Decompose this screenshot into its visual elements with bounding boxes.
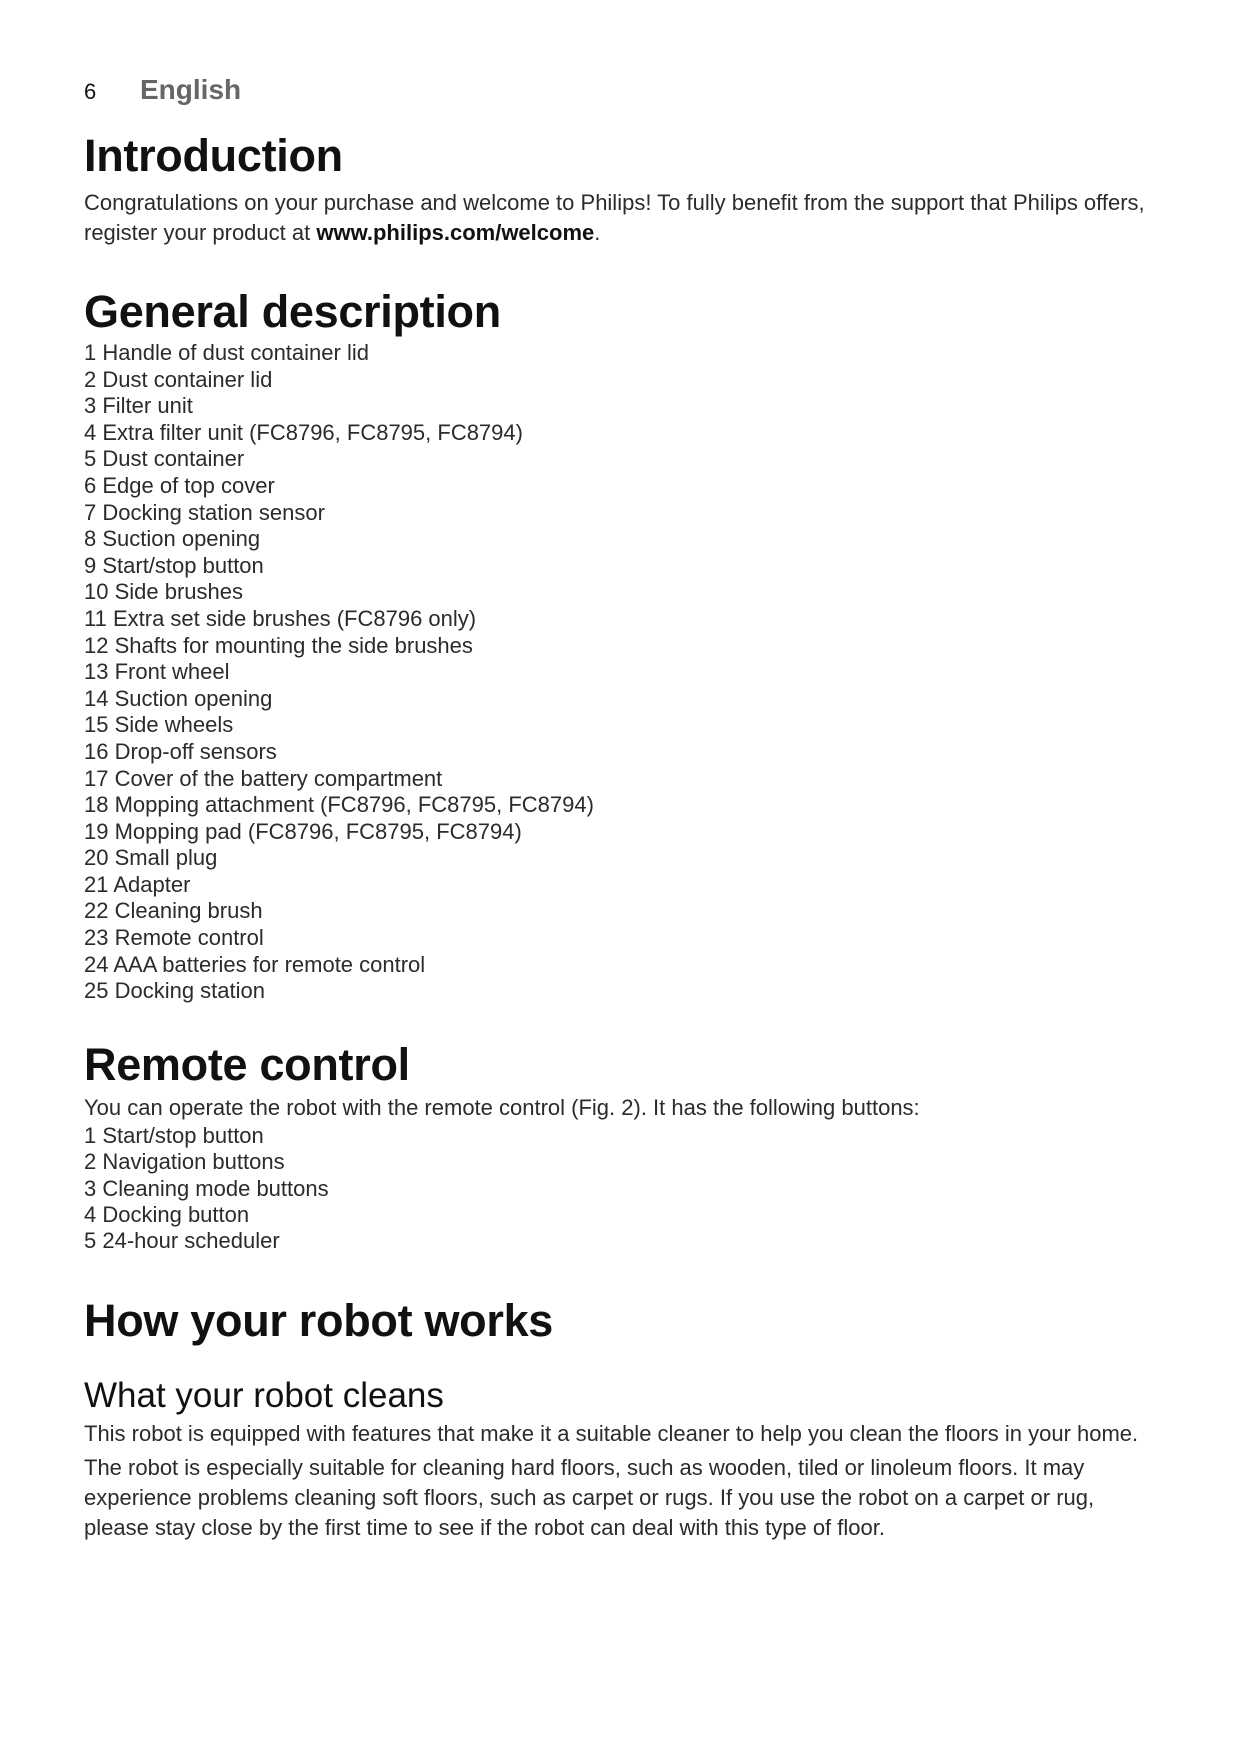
- introduction-title: Introduction: [84, 130, 343, 181]
- manual-page: [84, 74, 1164, 1543]
- remote-control-title: Remote control: [84, 1038, 410, 1090]
- what-it-cleans-paragraph-2: The robot is especially suitable for cleaning hard floors, such as wooden, tiled or linoleum floors. It may experience problems cleaning soft floors, such as carpet or rugs. If you use the robot on a carpet or rug, please stay close by the first time to see if the robot can deal with this type of floor.: [84, 1454, 1095, 1540]
- list-item: 14 Suction opening: [84, 685, 273, 711]
- list-item: 10 Side brushes: [84, 579, 243, 605]
- list-item: 3 Filter unit: [84, 393, 193, 419]
- list-item: 11 Extra set side brushes (FC8796 only): [84, 605, 477, 631]
- list-item: 16 Drop-off sensors: [84, 738, 277, 764]
- list-item: 2 Dust container lid: [84, 366, 273, 392]
- list-item: 13 Front wheel: [84, 659, 230, 685]
- list-item: 6 Edge of top cover: [84, 472, 275, 498]
- list-item: 4 Extra filter unit (FC8796, FC8795, FC8794): [84, 419, 523, 445]
- introduction-text-after: .: [594, 220, 601, 245]
- list-item: 23 Remote control: [84, 925, 264, 951]
- introduction-text-before: Congratulations on your purchase and welcome to Philips! To fully benefit from the support that Philips offers, register your product at: [84, 190, 1145, 245]
- remote-control-list: [84, 1123, 1164, 1255]
- list-item: 20 Small plug: [84, 845, 218, 871]
- list-item: 15 Side wheels: [84, 712, 234, 738]
- how-it-works-title: How your robot works: [84, 1294, 554, 1346]
- list-item: 21 Adapter: [84, 871, 191, 897]
- register-link[interactable]: www.philips.com/welcome: [316, 220, 595, 245]
- list-item: 18 Mopping attachment (FC8796, FC8795, FC8794): [84, 792, 594, 818]
- what-it-cleans-paragraph-1: This robot is equipped with features that make it a suitable cleaner to help you clean the floors in your home.: [84, 1420, 1139, 1446]
- list-item: 1 Handle of dust container lid: [84, 340, 369, 365]
- list-item: 2 Navigation buttons: [84, 1149, 285, 1175]
- language-label: English: [140, 74, 242, 105]
- page-header: [84, 74, 1164, 114]
- list-item: 19 Mopping pad (FC8796, FC8795, FC8794): [84, 818, 522, 844]
- list-item: 9 Start/stop button: [84, 552, 264, 578]
- what-it-cleans-title: What your robot cleans: [84, 1375, 444, 1415]
- list-item: 1 Start/stop button: [84, 1122, 264, 1148]
- list-item: 3 Cleaning mode buttons: [84, 1175, 329, 1201]
- remote-control-text: You can operate the robot with the remote control (Fig. 2). It has the following buttons:: [84, 1094, 920, 1120]
- list-item: 22 Cleaning brush: [84, 898, 263, 924]
- list-item: 5 Dust container: [84, 446, 245, 472]
- list-item: 4 Docking button: [84, 1202, 250, 1228]
- list-item: 24 AAA batteries for remote control: [84, 951, 426, 977]
- list-item: 8 Suction opening: [84, 526, 261, 552]
- list-item: 5 24-hour scheduler: [84, 1228, 280, 1254]
- list-item: 12 Shafts for mounting the side brushes: [84, 632, 473, 658]
- introduction-text: [84, 188, 1164, 248]
- list-item: 17 Cover of the battery compartment: [84, 765, 443, 791]
- list-item: 25 Docking station: [84, 978, 265, 1004]
- list-item: 7 Docking station sensor: [84, 499, 325, 525]
- page-number: 6: [84, 79, 97, 104]
- general-description-list: [84, 340, 1164, 1005]
- general-description-title: General description: [84, 286, 501, 337]
